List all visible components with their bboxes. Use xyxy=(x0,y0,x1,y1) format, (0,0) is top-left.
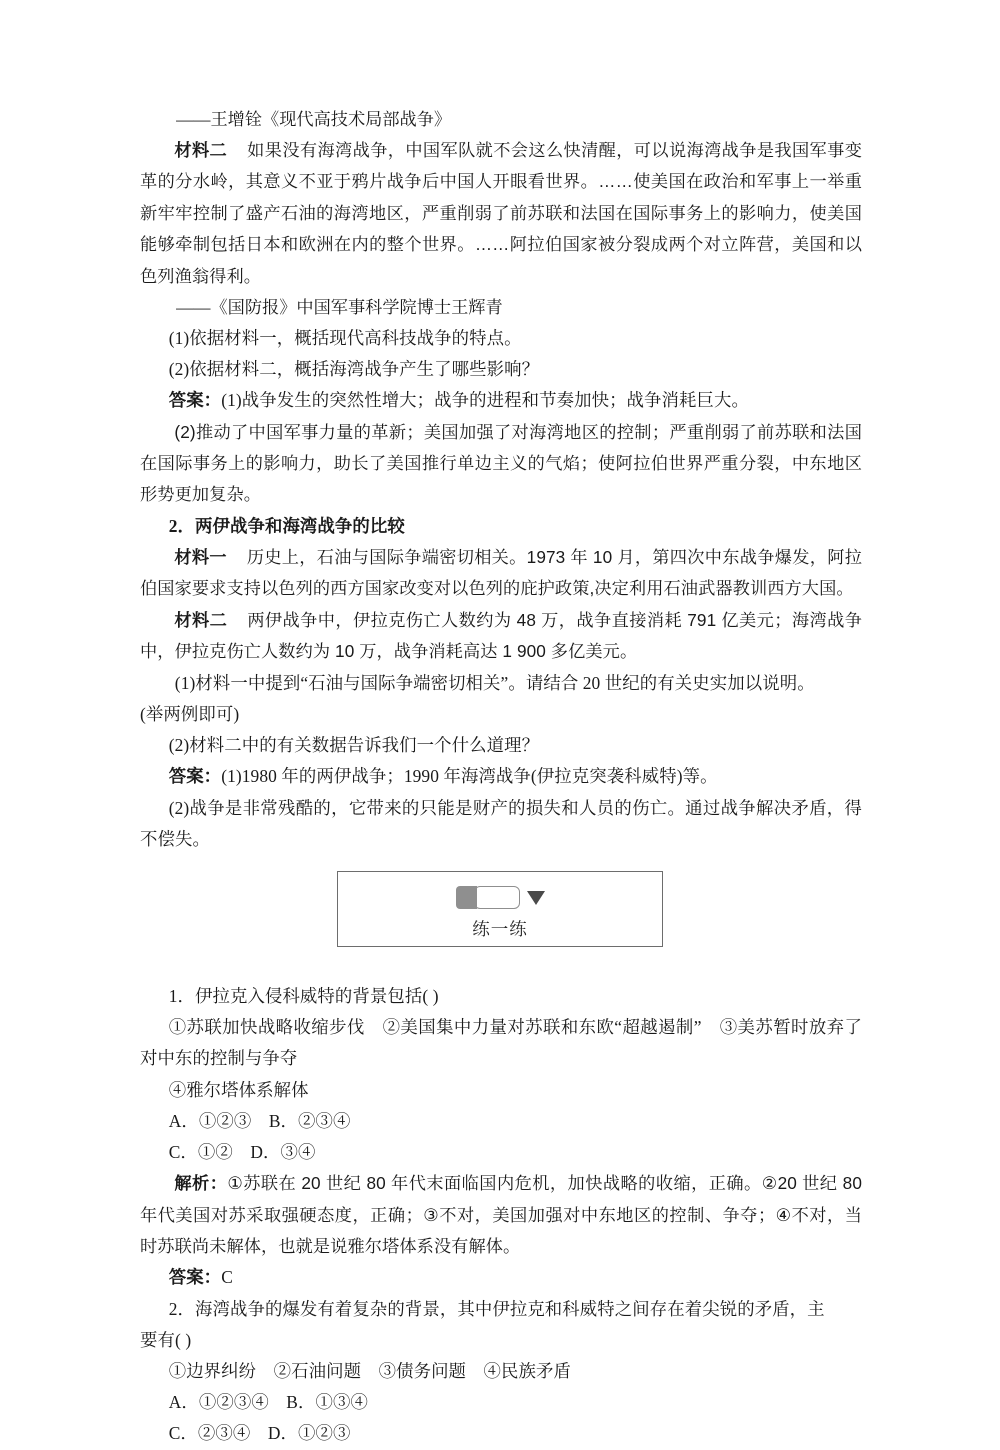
practice-box[interactable] xyxy=(337,871,663,947)
question-b-1-line1: (1)材料一中提到“石油与国际争端密切相关”。请结合 20 世纪的有关史实加以说明。 xyxy=(174,672,815,693)
toggle-switch-icon[interactable] xyxy=(456,886,477,909)
material-two-b-text: 两伊战争中，伊拉克伤亡人数约为 48 万，战争直接消耗 791 亿美元；海湾战争中，伊拉克伤亡人数约为 10 万，战争消耗高达 1 900 多亿美元。 xyxy=(140,609,862,662)
answer-b-2-paragraph: (2)战争是非常残酷的，它带来的只能是财产的损失和人员的伤亡。通过战争解决矛盾，得不偿失。 xyxy=(140,797,862,849)
exercise-1-options-line1: A．①②③ B．②③④ xyxy=(168,1110,351,1131)
exercise-2-options-line2: C．②③④ D．①②③ xyxy=(168,1423,351,1444)
material-two-text: 如果没有海湾战争，中国军队就不会这么快清醒，可以说海湾战争是我国军事变革的分水岭，其意义不亚于鸦片战争后中国人开眼看世界。……使美国在政治和军事上一举重新牢牢控制了盛产石油的海湾地区，严重削弱了前苏联和法国在国际事务上的影响力，使美国能够牵制包括日本和欧洲在内的整个世界。……阿拉伯国家被分裂成两个对立阵营，美国和以色列渔翁得利。 xyxy=(140,140,862,286)
material-two-label: 材料二 xyxy=(174,140,228,160)
answer-b-1-paragraph xyxy=(140,761,862,792)
practice-widget-row xyxy=(338,886,662,910)
material-one-label: 材料一 xyxy=(174,547,227,568)
section-heading-2: 2．两伊战争和海湾战争的比较 xyxy=(168,515,405,536)
question-1: (1)依据材料一，概括现代高科技战争的特点。 xyxy=(168,328,522,349)
material-one-text: 历史上，石油与国际争端密切相关。1973 年 10 月，第四次中东战争爆发，阿拉伯国家要求支持以色列的西方国家改变对以色列的庇护政策,决定利用石油武器教训西方大国。 xyxy=(140,547,862,599)
answer-1-paragraph xyxy=(140,385,862,416)
practice-widget-wrap xyxy=(140,871,862,963)
triangle-down-icon[interactable] xyxy=(527,891,545,905)
answer-2-paragraph: (2)推动了中国军事力量的革新；美国加强了对海湾地区的控制；严重削弱了前苏联和法国在国际事务上的影响力，助长了美国推行单边主义的气焰；使阿拉伯世界严重分裂，中东地区形势更加复杂。 xyxy=(140,421,862,505)
material-one-paragraph xyxy=(140,542,862,605)
exercise-2-options-line1: A．①②③④ B．①③④ xyxy=(168,1392,368,1413)
exercise-2-choices-line1: ①边界纠纷 ②石油问题 ③债务问题 ④民族矛盾 xyxy=(168,1360,571,1381)
exercise-1-options-line2: C．①② D．③④ xyxy=(168,1141,316,1162)
source-attribution-1: ——王增铨《现代高技术局部战争》 xyxy=(176,110,452,129)
exercise-1-choices-line1: ①苏联加快战略收缩步伐 ②美国集中力量对苏联和东欧“超越遏制” ③美苏暂时放弃了对中东的控制与争夺 xyxy=(140,1017,862,1069)
question-b-1-cont: (举两例即可) xyxy=(140,703,240,724)
material-two-paragraph xyxy=(140,135,862,292)
answer-1-text: (1)战争发生的突然性增大；战争的进程和节奏加快；战争消耗巨大。 xyxy=(221,390,749,411)
exercise-1-answer-label: 答案： xyxy=(168,1267,222,1288)
spacer xyxy=(140,963,862,981)
exercise-2-stem-line2: 要有( ) xyxy=(140,1329,192,1350)
exercise-1-stem: 1．伊拉克入侵科威特的背景包括( ) xyxy=(168,985,439,1006)
analysis-text: ①苏联在 20 世纪 80 年代末面临国内危机，加快战略的收缩，正确。②20 世纪 80 年代美国对苏采取强硬态度，正确；③不对，美国加强对中东地区的控制、争夺；④不对，当时苏联尚未解体，也就是说雅尔塔体系没有解体。 xyxy=(140,1173,862,1256)
exercise-1-answer-value: C xyxy=(221,1267,233,1288)
exercise-2-stem-line1: 2．海湾战争的爆发有着复杂的背景，其中伊拉克和科威特之间存在着尖锐的矛盾，主 xyxy=(168,1298,825,1319)
question-2: (2)依据材料二，概括海湾战争产生了哪些影响？ xyxy=(168,359,540,380)
material-two-b-paragraph xyxy=(140,605,862,668)
document-content xyxy=(140,104,862,1450)
exercise-1-choices-line2: ④雅尔塔体系解体 xyxy=(168,1079,309,1100)
answer-b-1-text: (1)1980 年的两伊战争；1990 年海湾战争(伊拉克突袭科威特)等。 xyxy=(221,766,718,787)
exercise-1-answer xyxy=(140,1262,862,1293)
source-attribution-2: ——《国防报》中国军事科学院博士王辉青 xyxy=(176,298,503,318)
answer-b-label: 答案： xyxy=(168,766,222,787)
practice-label: 练一练 xyxy=(472,918,528,939)
exercise-1-analysis xyxy=(140,1168,862,1262)
analysis-label: 解析： xyxy=(174,1173,228,1194)
question-b-1 xyxy=(140,668,862,699)
material-two-b-label: 材料二 xyxy=(174,609,228,630)
toggle-track-icon[interactable] xyxy=(474,886,520,909)
question-b-2: (2)材料二中的有关数据告诉我们一个什么道理？ xyxy=(168,735,540,756)
answer-label: 答案： xyxy=(168,390,222,411)
